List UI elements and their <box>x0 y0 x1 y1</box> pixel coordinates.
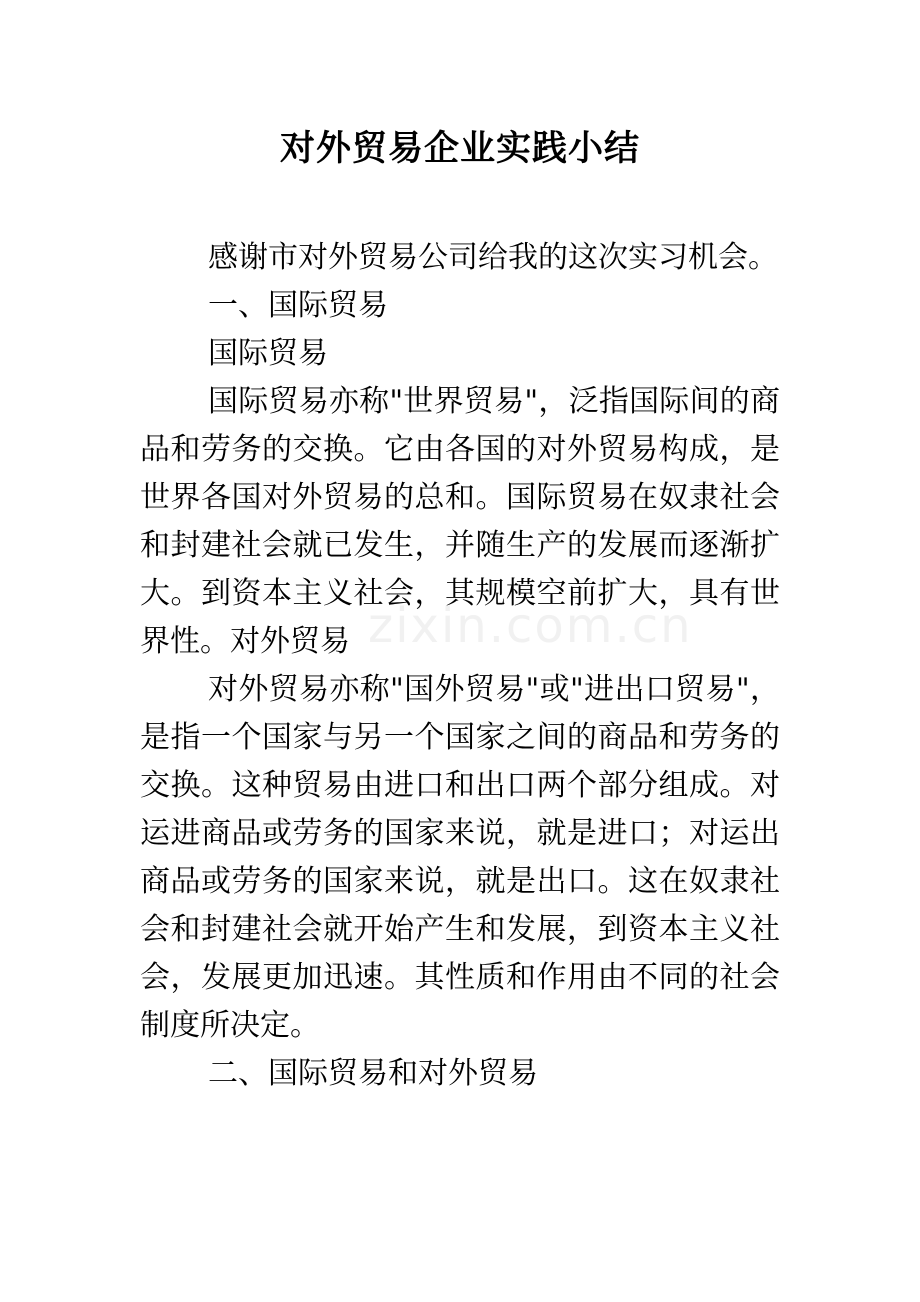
document-title: 对外贸易企业实践小结 <box>279 128 640 169</box>
section-heading-2: 二、国际贸易和对外贸易 <box>208 1056 538 1091</box>
paragraph-intro: 感谢市对外贸易公司给我的这次实习机会。 <box>208 240 778 275</box>
paragraph-foreign-trade: 对外贸易亦称"国外贸易"或"进出口贸易"， 是指一个国家与另一个国家之间的商品和劳务的交换。这种贸易由进口和出口两个部分组成。对运进商品或劳务的国家来说，就是进口；对运出商品或劳务的国家来说，就是出口。这在奴隶社会和封建社会就开始产生和发展，到资本主义社会，发展更加迅速。其性质和作用由不同的社会制度所决定。 <box>140 672 780 1043</box>
paragraph-international-trade: 国际贸易亦称"世界贸易"，泛指国际间的商品和劳务的交换。它由各国的对外贸易构成，是世界各国对外贸易的总和。国际贸易在奴隶社会和封建社会就已发生，并随生产的发展而逐渐扩大。到资本主义社会，其规模空前扩大，具有世界性。对外贸易 <box>140 384 780 659</box>
document-body <box>140 234 780 1098</box>
subheading-international-trade: 国际贸易 <box>208 336 328 371</box>
watermark: zixin.com.cn <box>368 598 693 654</box>
section-heading-1: 一、国际贸易 <box>208 288 388 323</box>
